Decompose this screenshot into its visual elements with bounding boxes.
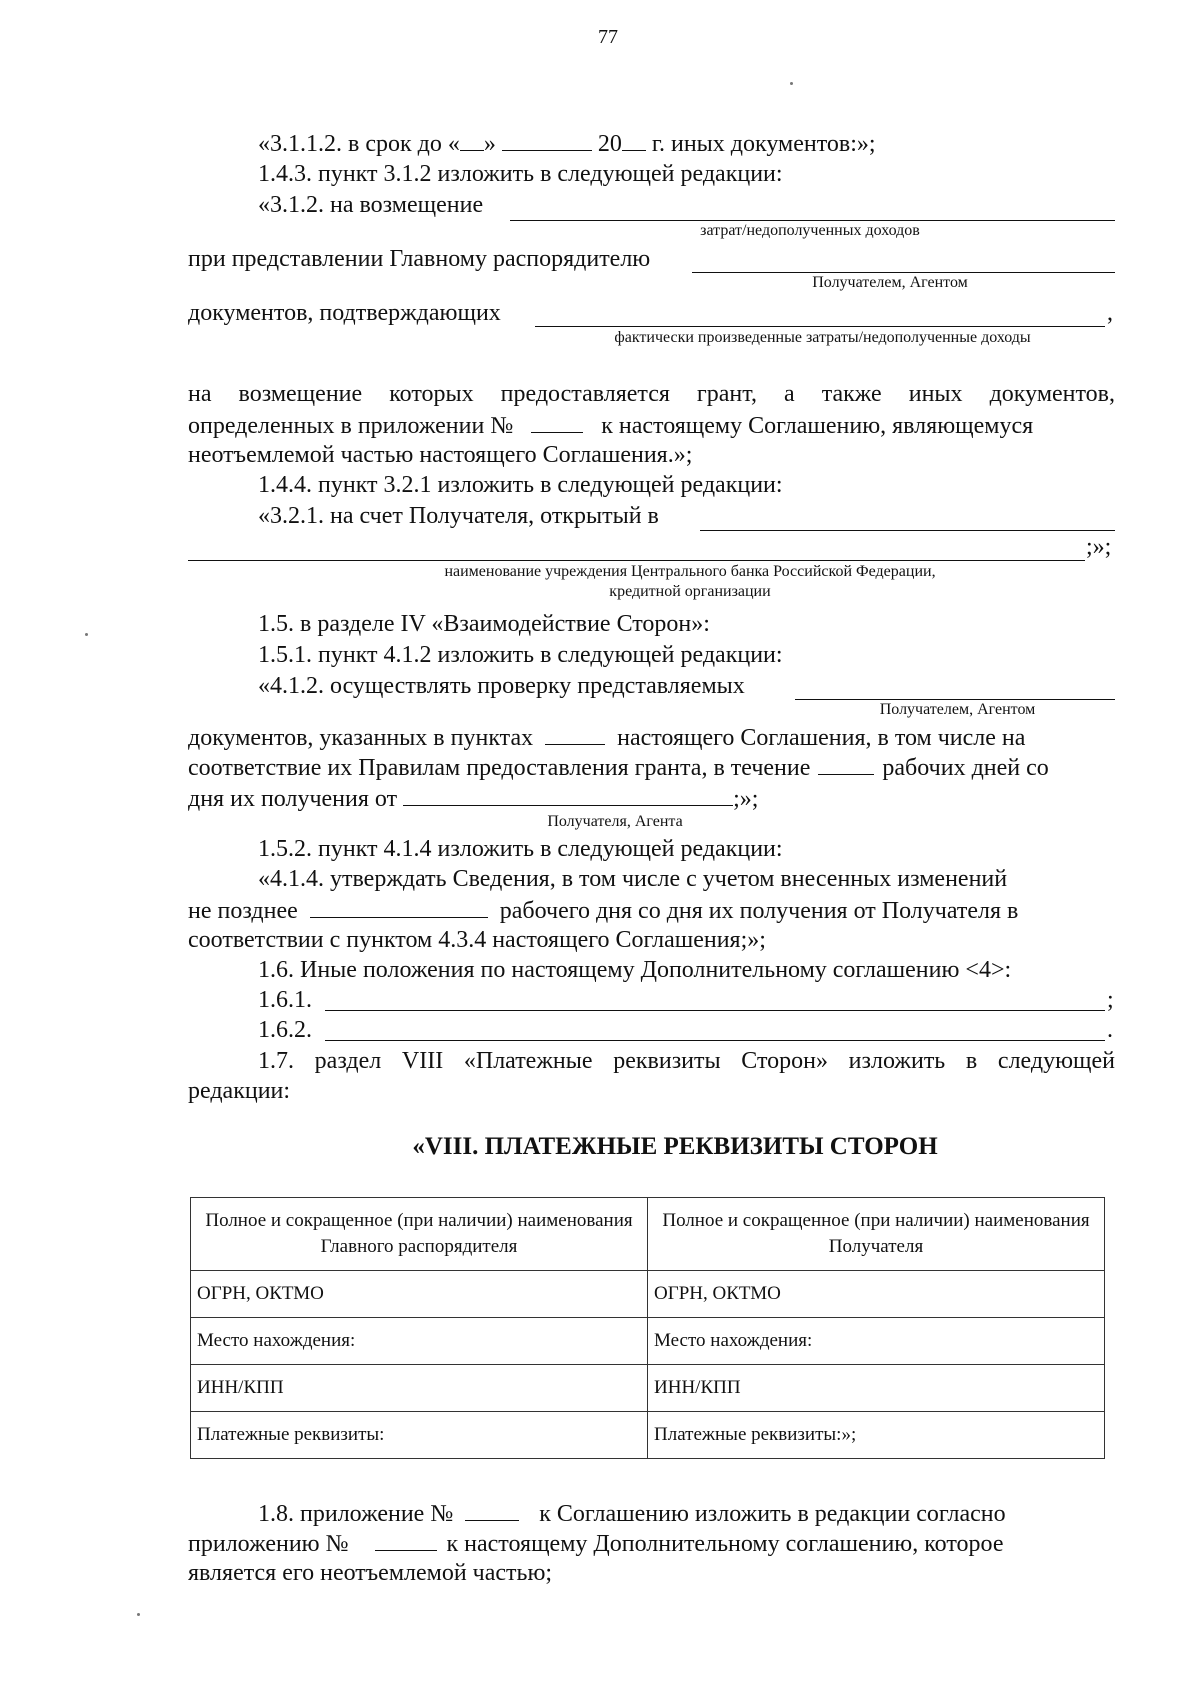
clause-1-8-line-2: [188, 1528, 1115, 1559]
text: не позднее: [188, 898, 298, 924]
blank-field: [545, 722, 605, 745]
text: рабочих дней со: [882, 755, 1049, 781]
text: дня их получения от: [188, 786, 398, 812]
table-row: [191, 1318, 1105, 1365]
presentation-line: при представлении Главному распорядителю: [188, 246, 651, 272]
blank-line: [325, 1010, 1105, 1011]
text: документов, указанных в пунктах: [188, 725, 534, 751]
clause-1-6-2: 1.6.2.: [258, 1017, 312, 1043]
caption-bank-line-1: наименование учреждения Центрального банка Российской Федерации,: [444, 563, 936, 580]
requisites-table: [190, 1197, 1105, 1459]
table-cell: Место нахождения:: [648, 1318, 1105, 1365]
blank-field: [818, 752, 874, 775]
blank-field: [622, 128, 646, 151]
line-end: ;: [1107, 987, 1114, 1013]
scan-speck: [790, 82, 793, 85]
blank-field: [403, 783, 733, 806]
table-row: [191, 1271, 1105, 1318]
paragraph-check-line-1: [188, 722, 1115, 753]
text: г. иных документов:»;: [651, 131, 876, 157]
table-cell: Платежные реквизиты:: [191, 1412, 648, 1459]
blank-line: [325, 1040, 1105, 1041]
clause-1-6-1: 1.6.1.: [258, 987, 312, 1013]
paragraph-grant-line-2: [188, 410, 1115, 441]
table-row: [191, 1365, 1105, 1412]
blank-field: [465, 1498, 519, 1521]
table-cell: Место нахождения:: [191, 1318, 648, 1365]
blank-field: [460, 128, 484, 151]
clause-3-1-1-2: [258, 128, 876, 159]
paragraph-check-line-2: [188, 752, 1115, 783]
caption-bank-line-2: кредитной организации: [609, 583, 771, 600]
blank-line: [795, 699, 1115, 700]
page-number: 77: [598, 26, 618, 48]
clause-3-2-1: «3.2.1. на счет Получателя, открытый в: [258, 503, 659, 529]
blank-field: [502, 128, 592, 151]
paragraph-grant-line-3: неотъемлемой частью настоящего Соглашения.»;: [188, 442, 693, 468]
table-cell: ОГРН, ОКТМО: [648, 1271, 1105, 1318]
blank-field: [375, 1528, 437, 1551]
blank-line: [188, 560, 1085, 561]
table-row: [191, 1412, 1105, 1459]
header-cell-left: Полное и сокращенное (при наличии) наименования Главного распорядителя: [191, 1198, 648, 1271]
scan-speck: [137, 1613, 140, 1616]
text: ;»;: [733, 786, 759, 812]
paragraph-approve-line-2: соответствии с пунктом 4.3.4 настоящего Соглашения;»;: [188, 927, 766, 953]
blank-line: [510, 220, 1115, 221]
text: определенных в приложении №: [188, 413, 514, 439]
text: »: [483, 131, 496, 157]
table-cell: ИНН/КПП: [191, 1365, 648, 1412]
clause-3-1-2: «3.1.2. на возмещение: [258, 192, 484, 218]
clause-1-5-2: 1.5.2. пункт 4.1.4 изложить в следующей редакции:: [258, 836, 783, 862]
clause-1-8-line-1: [258, 1498, 1115, 1529]
text: приложению №: [188, 1531, 349, 1557]
clause-1-4-3: 1.4.3. пункт 3.1.2 изложить в следующей редакции:: [258, 161, 783, 187]
caption-recipient-agent-3: Получателя, Агента: [547, 813, 683, 830]
clause-1-8-line-3: является его неотъемлемой частью;: [188, 1560, 553, 1586]
section-title: «VIII. ПЛАТЕЖНЫЕ РЕКВИЗИТЫ СТОРОН: [412, 1133, 938, 1160]
blank-line: [700, 530, 1115, 531]
text: к настоящему Дополнительному соглашению, которое: [446, 1531, 1004, 1557]
text: к Соглашению изложить в редакции согласно: [539, 1501, 1006, 1527]
clause-1-5: 1.5. в разделе IV «Взаимодействие Сторон»:: [258, 611, 710, 637]
line-end: .: [1107, 1017, 1113, 1043]
text: «3.1.1.2. в срок до «: [258, 131, 460, 157]
table-cell: Платежные реквизиты:»;: [648, 1412, 1105, 1459]
paragraph-grant-line-1: на возмещение которых предоставляется грант, а также иных документов,: [188, 381, 1115, 407]
blank-field: [531, 410, 583, 433]
clause-1-7: 1.7. раздел VIII «Платежные реквизиты Сторон» изложить в следующей: [258, 1048, 1115, 1074]
blank-line: [535, 326, 1105, 327]
line-end: ;»;: [1086, 534, 1112, 560]
clause-1-4-4: 1.4.4. пункт 3.2.1 изложить в следующей редакции:: [258, 472, 783, 498]
header-cell-right: Полное и сокращенное (при наличии) наименования Получателя: [648, 1198, 1105, 1271]
caption-actual-costs: фактически произведенные затраты/недополученные доходы: [614, 329, 1031, 346]
clause-4-1-4: «4.1.4. утверждать Сведения, в том числе с учетом внесенных изменений: [258, 866, 1008, 892]
clause-1-5-1: 1.5.1. пункт 4.1.2 изложить в следующей редакции:: [258, 642, 783, 668]
clause-1-7-cont: редакции:: [188, 1078, 291, 1104]
blank-line: [692, 272, 1115, 273]
table-cell: ОГРН, ОКТМО: [191, 1271, 648, 1318]
clause-4-1-2: «4.1.2. осуществлять проверку представляемых: [258, 673, 745, 699]
table-header-row: [191, 1198, 1105, 1271]
caption-recipient-agent: Получателем, Агентом: [812, 274, 968, 291]
caption-costs: затрат/недополученных доходов: [700, 222, 920, 239]
caption-recipient-agent-2: Получателем, Агентом: [879, 701, 1036, 718]
text: соответствие их Правилам предоставления гранта, в течение: [188, 755, 811, 781]
blank-field: [310, 895, 488, 918]
documents-confirming-line: документов, подтверждающих: [188, 300, 501, 326]
scan-speck: [85, 633, 88, 636]
paragraph-approve-line-1: [188, 895, 1115, 926]
text: к настоящему Соглашению, являющемуся: [601, 413, 1034, 439]
paragraph-check-line-3: [188, 783, 758, 814]
comma: ,: [1107, 300, 1113, 326]
table-cell: ИНН/КПП: [648, 1365, 1105, 1412]
text: 1.8. приложение №: [258, 1501, 454, 1527]
text: настоящего Соглашения, в том числе на: [617, 725, 1026, 751]
text: рабочего дня со дня их получения от Получателя в: [499, 898, 1019, 924]
clause-1-6: 1.6. Иные положения по настоящему Дополнительному соглашению <4>:: [258, 957, 1012, 983]
text: 20: [597, 131, 622, 157]
